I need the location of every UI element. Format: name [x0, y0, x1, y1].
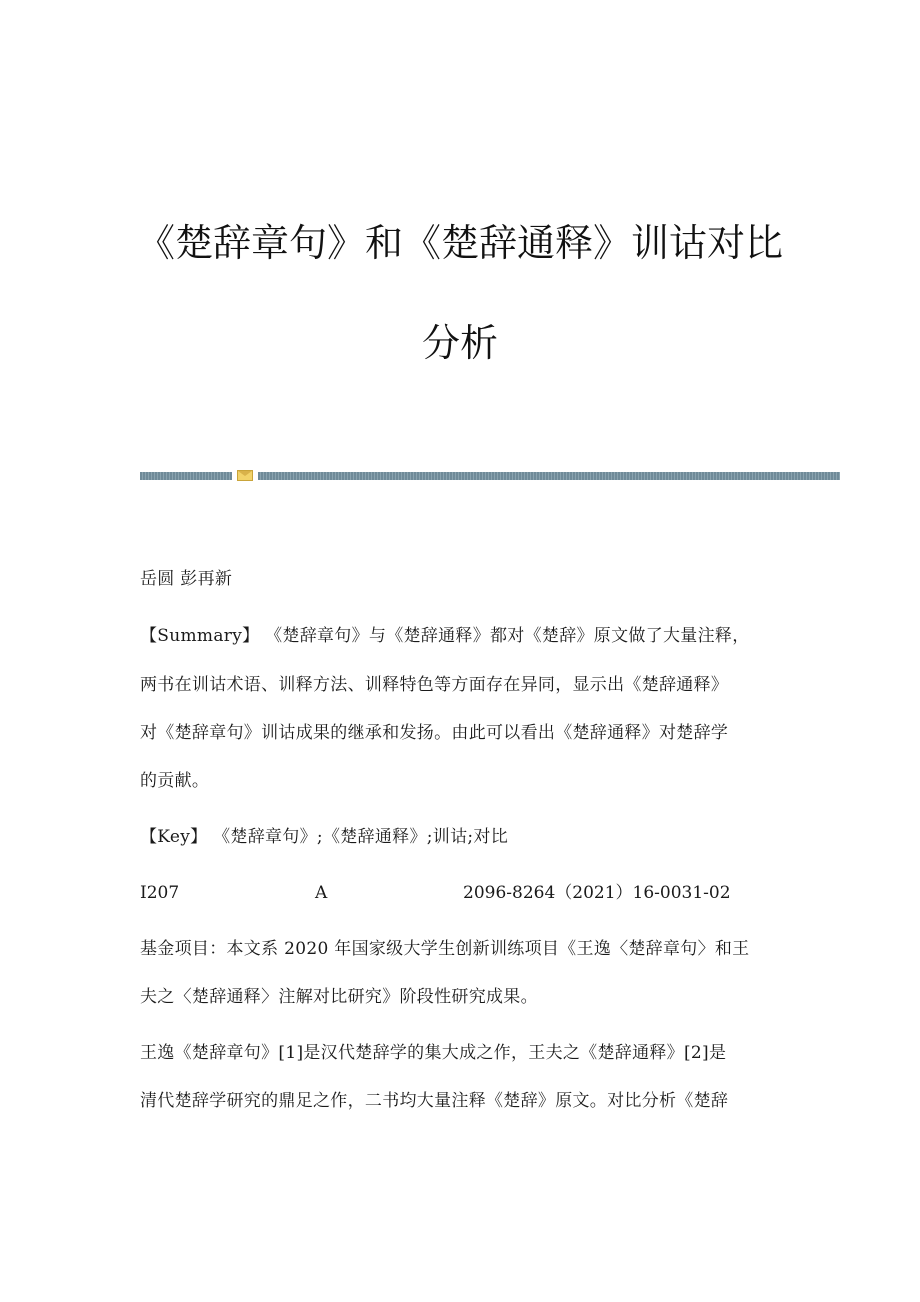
body-line-2: 清代楚辞学研究的鼎足之作，二书均大量注释《楚辞》原文。对比分析《楚辞 — [140, 1091, 729, 1111]
article-number: 2096-8264（2021）16-0031-02 — [463, 883, 731, 903]
summary-line-2: 两书在训诂术语、训释方法、训释特色等方面存在异同，显示出《楚辞通释》 — [140, 675, 729, 695]
fund-line-1: 基金项目：本文系 2020 年国家级大学生创新训练项目《王逸〈楚辞章句〉和王 — [140, 939, 750, 959]
summary-line-4: 的贡献。 — [140, 771, 210, 791]
divider-bar-right — [258, 472, 840, 480]
envelope-icon — [237, 470, 253, 481]
divider-bar-left — [140, 472, 232, 480]
summary-line-3: 对《楚辞章句》训诂成果的继承和发扬。由此可以看出《楚辞通释》对楚辞学 — [140, 723, 729, 743]
clc-number: I207 — [140, 883, 180, 903]
body-line-1: 王逸《楚辞章句》[1]是汉代楚辞学的集大成之作，王夫之《楚辞通释》[2]是 — [140, 1043, 727, 1063]
title-line-2: 分析 — [421, 321, 498, 365]
authors: 岳圆 彭再新 — [140, 569, 233, 589]
title-divider — [140, 470, 840, 482]
document-code: A — [315, 883, 328, 903]
summary-line-1: 【Summary】 《楚辞章句》与《楚辞通释》都对《楚辞》原文做了大量注释， — [140, 626, 750, 646]
keywords: 【Key】 《楚辞章句》;《楚辞通释》;训诂;对比 — [140, 827, 508, 847]
fund-line-2: 夫之〈楚辞通释〉注解对比研究》阶段性研究成果。 — [140, 987, 538, 1007]
title-line-1: 《楚辞章句》和《楚辞通释》训诂对比 — [136, 221, 783, 265]
